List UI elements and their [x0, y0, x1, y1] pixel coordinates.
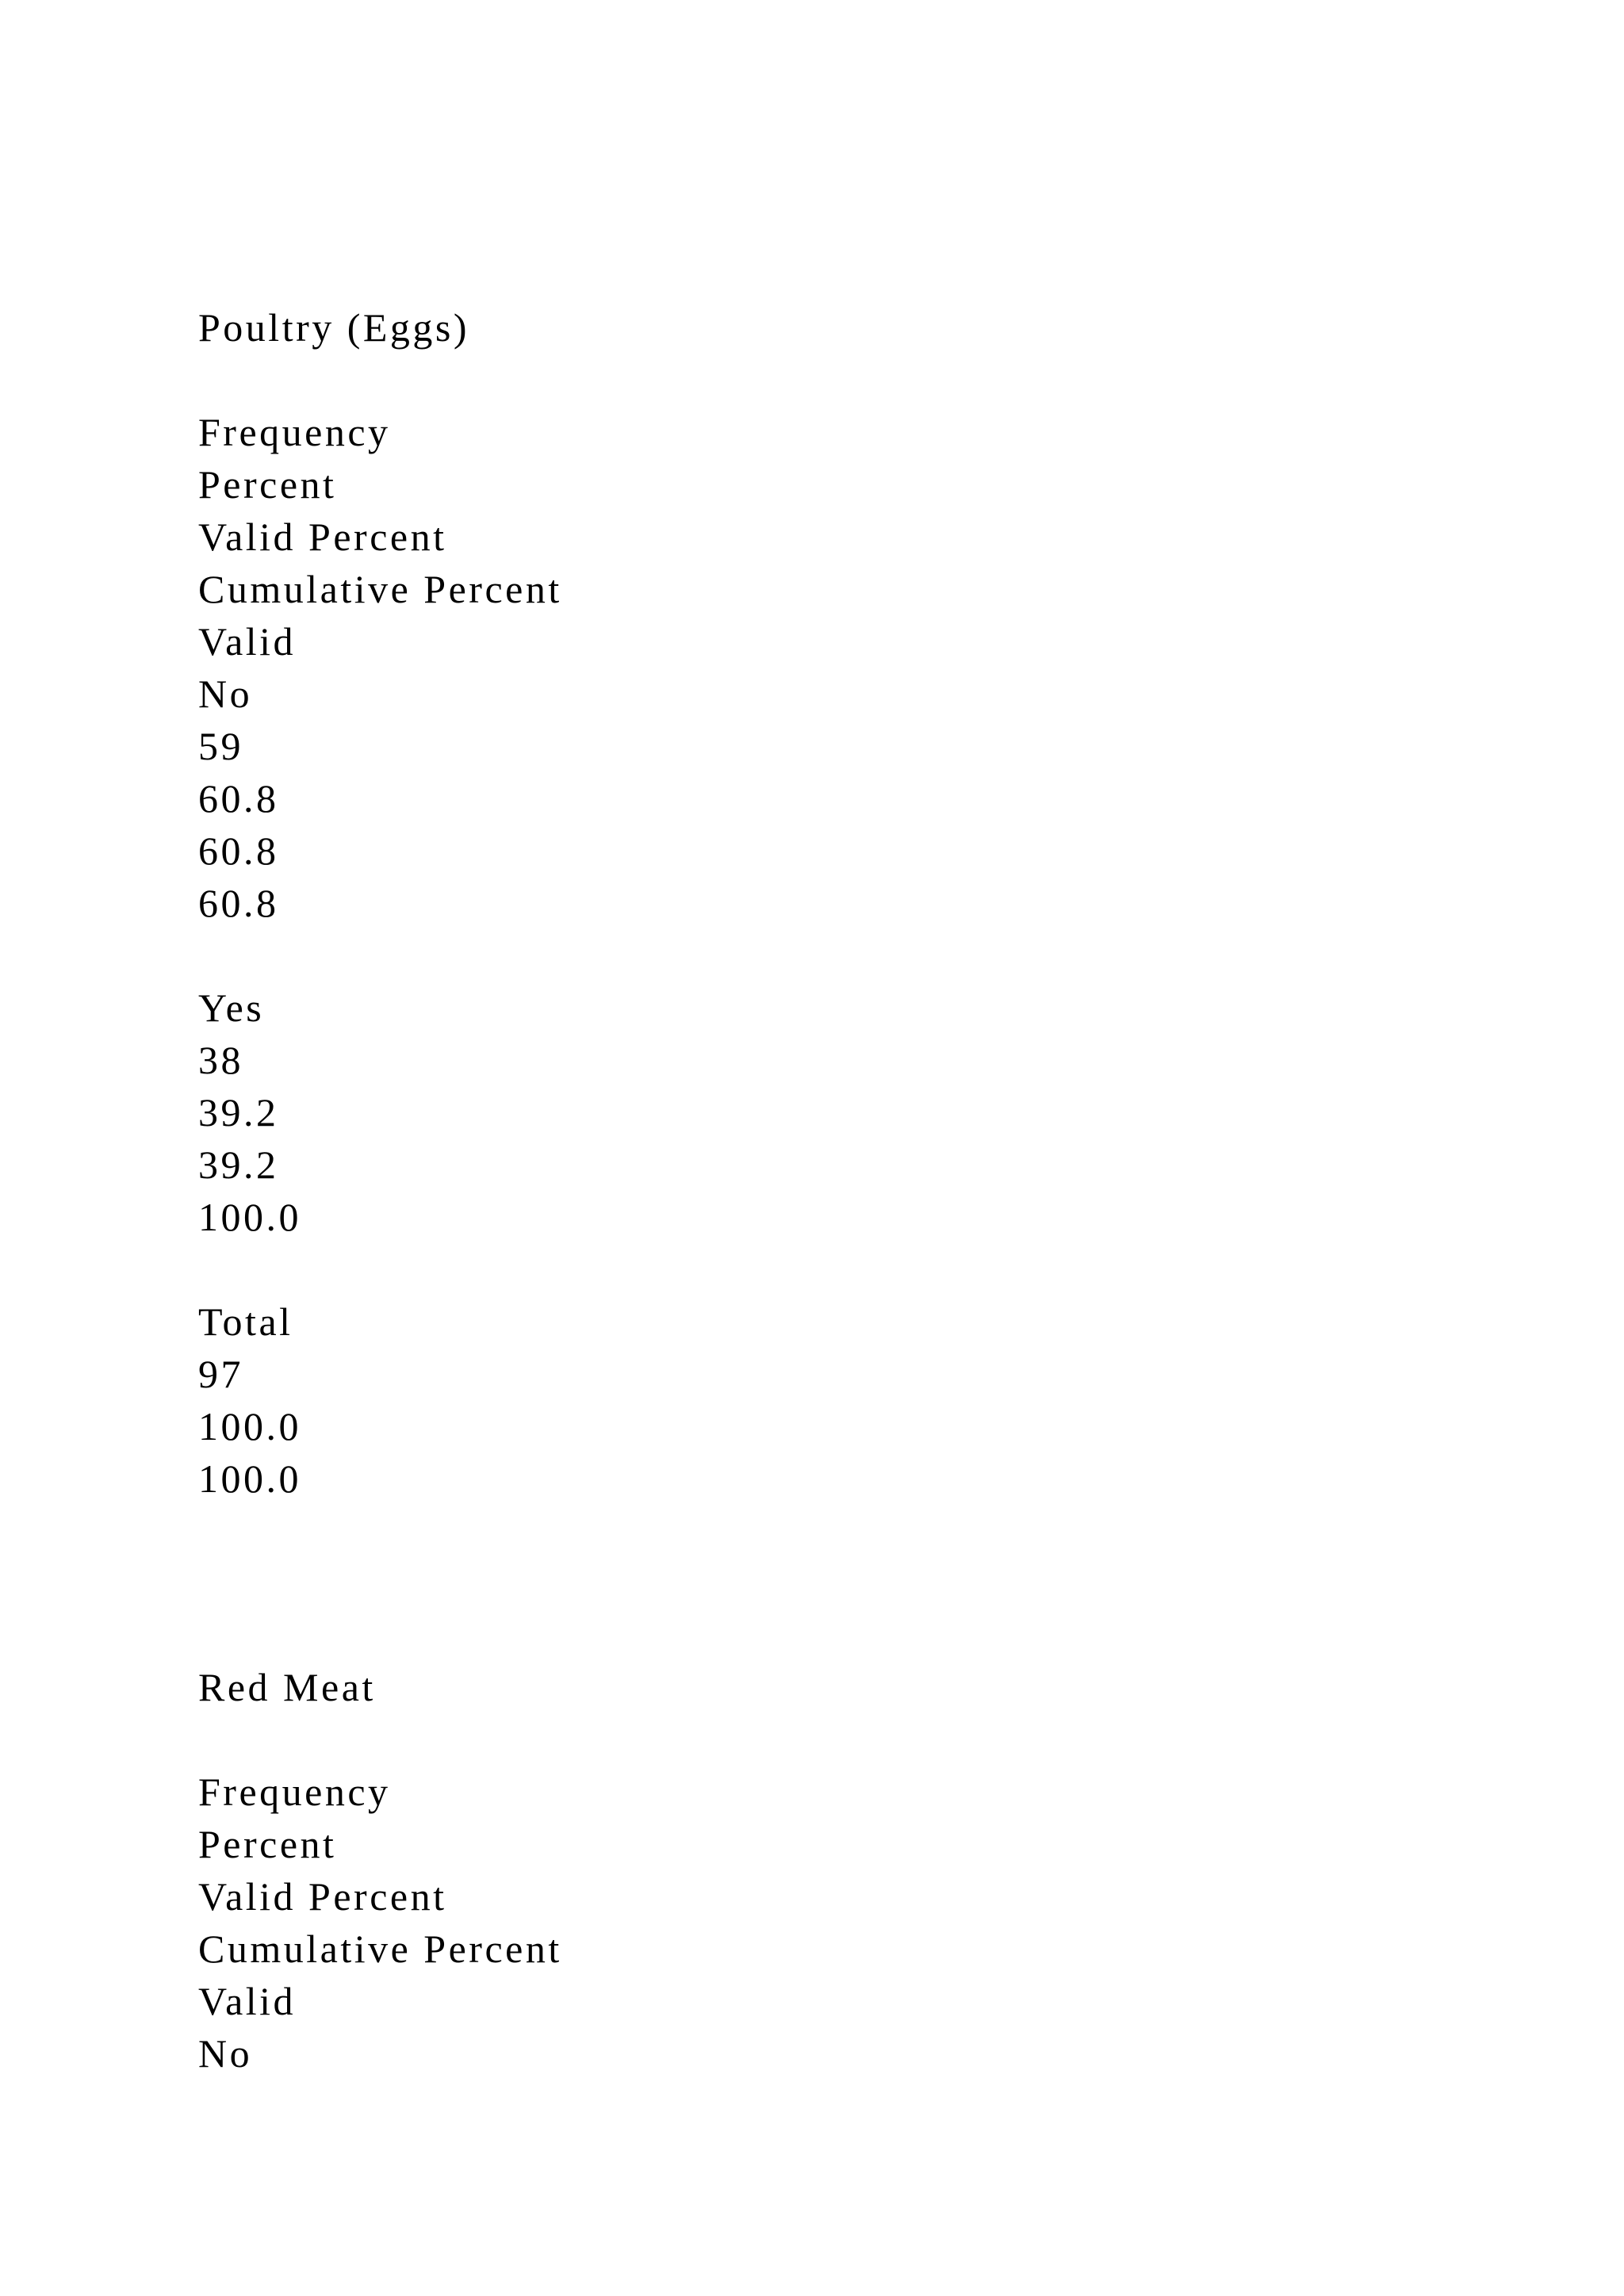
cell-frequency: 38 — [198, 1038, 243, 1082]
header-cumulative-percent: Cumulative Percent — [198, 1927, 562, 1971]
cell-cumulative-percent: 100.0 — [198, 1195, 301, 1239]
spacer — [198, 929, 562, 982]
row-label-yes: Yes — [198, 985, 265, 1030]
header-percent: Percent — [198, 462, 337, 507]
group-label-valid: Valid — [198, 619, 297, 664]
cell-valid-percent: 39.2 — [198, 1142, 279, 1187]
header-percent: Percent — [198, 1822, 337, 1866]
cell-cumulative-percent: 60.8 — [198, 881, 279, 925]
header-cumulative-percent: Cumulative Percent — [198, 567, 562, 611]
table-title: Red Meat — [198, 1665, 376, 1709]
table-title: Poultry (Eggs) — [198, 305, 470, 350]
frequency-table-red-meat — [198, 1661, 562, 2080]
spacer — [198, 354, 562, 406]
spacer — [198, 1713, 562, 1766]
row-label-no: No — [198, 672, 253, 716]
header-frequency: Frequency — [198, 410, 391, 454]
cell-frequency: 59 — [198, 724, 243, 768]
header-frequency: Frequency — [198, 1770, 391, 1814]
cell-valid-percent: 60.8 — [198, 828, 279, 873]
header-valid-percent: Valid Percent — [198, 515, 447, 559]
cell-percent: 39.2 — [198, 1090, 279, 1135]
cell-valid-percent: 100.0 — [198, 1456, 301, 1501]
group-label-valid: Valid — [198, 1979, 297, 2023]
header-valid-percent: Valid Percent — [198, 1874, 447, 1919]
cell-percent: 60.8 — [198, 776, 279, 821]
cell-frequency: 97 — [198, 1352, 243, 1396]
cell-percent: 100.0 — [198, 1404, 301, 1448]
frequency-table-poultry-eggs — [198, 301, 562, 1505]
spacer — [198, 1243, 562, 1295]
row-label-no: No — [198, 2031, 253, 2076]
row-label-total: Total — [198, 1299, 293, 1344]
